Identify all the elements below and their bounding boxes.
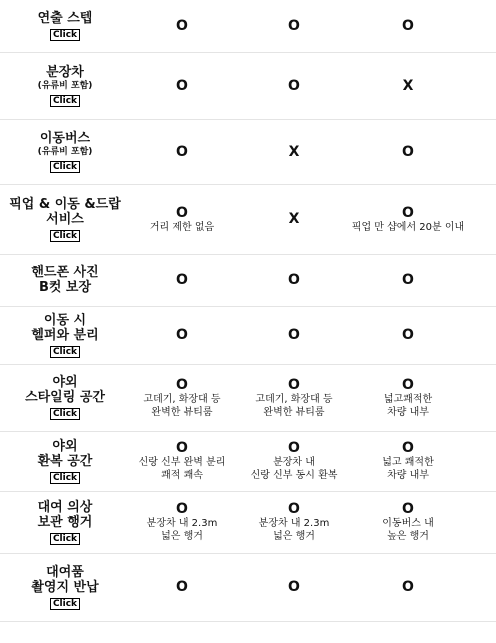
availability-mark: O [402,579,414,595]
availability-note: 고데기, 화장대 등 완벽한 뷰티룸 [255,393,333,418]
feature-label: 핸드폰 사진 B컷 보장 [31,265,99,295]
availability-mark: O [176,327,188,343]
availability-mark: O [288,327,300,343]
click-button[interactable]: Click [50,533,80,545]
availability-mark: O [176,204,188,221]
availability-mark: O [402,501,414,517]
option-2-cell [232,184,356,254]
option-2-cell [232,553,356,621]
feature-label: 대여 의상 보관 행거 [37,499,93,530]
option-1-cell [118,431,246,491]
availability-mark: O [288,440,300,456]
option-1-cell [118,0,246,52]
feature-cell [0,119,130,184]
click-button[interactable]: Click [50,161,80,173]
feature-label: 연출 스텝 [37,11,93,26]
availability-mark: X [402,77,414,94]
availability-mark: O [402,18,414,34]
feature-label: 대여품 촬영지 반납 [31,564,99,595]
click-button[interactable]: Click [50,230,80,242]
availability-note: 고데기, 화장대 등 완벽한 뷰티룸 [143,393,221,418]
feature-label: 이동버스 [39,130,91,146]
feature-cell [0,491,130,553]
availability-mark: O [402,440,414,456]
feature-sublabel: (유류비 포함) [37,80,93,91]
availability-mark: O [288,77,300,94]
availability-note: 넓고 쾌적한 차량 내부 [382,457,434,481]
feature-cell [0,431,130,491]
availability-mark: O [402,376,414,393]
table-row [0,0,496,53]
option-3-cell [340,119,476,184]
table-row [0,364,496,432]
feature-label: 이동 시 헬퍼와 분리 [31,312,99,343]
click-button[interactable]: Click [50,472,80,484]
option-3-cell [340,184,476,254]
feature-label: 분장차 [46,64,84,80]
table-row [0,306,496,365]
option-3-cell [340,52,476,119]
feature-label: 야외 환복 공간 [37,438,93,469]
feature-label: 픽업 & 이동 &드랍 서비스 [9,196,121,227]
availability-note: 픽업 만 샵에서 20분 이내 [351,221,465,233]
option-3-cell [340,491,476,553]
option-1-cell [118,306,246,364]
availability-mark: O [176,272,188,288]
feature-cell [0,306,130,364]
availability-note: 거리 제한 없음 [149,221,215,233]
feature-label: 야외 스타일링 공간 [25,375,105,405]
option-2-cell [232,254,356,306]
availability-mark: X [288,143,300,160]
availability-mark: O [402,143,414,160]
option-1-cell [118,254,246,306]
availability-mark: O [402,327,414,343]
availability-note: 분장차 내 신랑 신부 동시 환복 [250,457,338,481]
click-button[interactable]: Click [50,598,80,610]
feature-cell [0,553,130,621]
table-row [0,553,496,622]
availability-note: 분장차 내 2.3m 넓은 행거 [146,518,218,542]
option-2-cell [232,0,356,52]
option-3-cell [340,306,476,364]
availability-mark: O [176,77,188,94]
option-1-cell [118,52,246,119]
table-row [0,254,496,307]
option-2-cell [232,52,356,119]
availability-note: 신랑 신부 완벽 분리 쾌적 쾌속 [138,457,226,481]
table-row [0,184,496,255]
table-row [0,491,496,554]
option-3-cell [340,0,476,52]
option-2-cell [232,306,356,364]
availability-mark: O [176,501,188,517]
availability-mark: O [402,204,414,221]
availability-note: 이동버스 내 높은 행거 [382,518,434,542]
feature-cell [0,184,130,254]
table-row [0,119,496,185]
availability-mark: O [176,143,188,160]
option-3-cell [340,364,476,431]
click-button[interactable]: Click [50,95,80,107]
option-1-cell [118,184,246,254]
option-2-cell [232,491,356,553]
availability-mark: O [176,376,188,393]
feature-cell [0,364,130,431]
availability-mark: O [288,579,300,595]
availability-mark: O [288,272,300,288]
feature-sublabel: (유류비 포함) [37,146,93,157]
option-1-cell [118,119,246,184]
option-3-cell [340,254,476,306]
feature-cell [0,254,130,306]
table-row [0,52,496,120]
option-2-cell [232,431,356,491]
availability-note: 분장차 내 2.3m 넓은 행거 [258,518,330,542]
table-row [0,431,496,492]
option-3-cell [340,431,476,491]
feature-cell [0,52,130,119]
availability-mark: X [288,211,300,227]
feature-cell [0,0,130,52]
availability-mark: O [176,440,188,456]
availability-mark: O [288,18,300,34]
availability-mark: O [176,18,188,34]
click-button[interactable]: Click [50,408,80,420]
availability-mark: O [288,501,300,517]
option-1-cell [118,491,246,553]
option-1-cell [118,364,246,431]
click-button[interactable]: Click [50,29,80,41]
option-1-cell [118,553,246,621]
availability-note: 넓고쾌적한 차량 내부 [383,393,433,418]
option-2-cell [232,364,356,431]
availability-mark: O [288,376,300,393]
option-3-cell [340,553,476,621]
availability-mark: O [402,272,414,288]
availability-mark: O [176,579,188,595]
click-button[interactable]: Click [50,346,80,358]
option-2-cell [232,119,356,184]
